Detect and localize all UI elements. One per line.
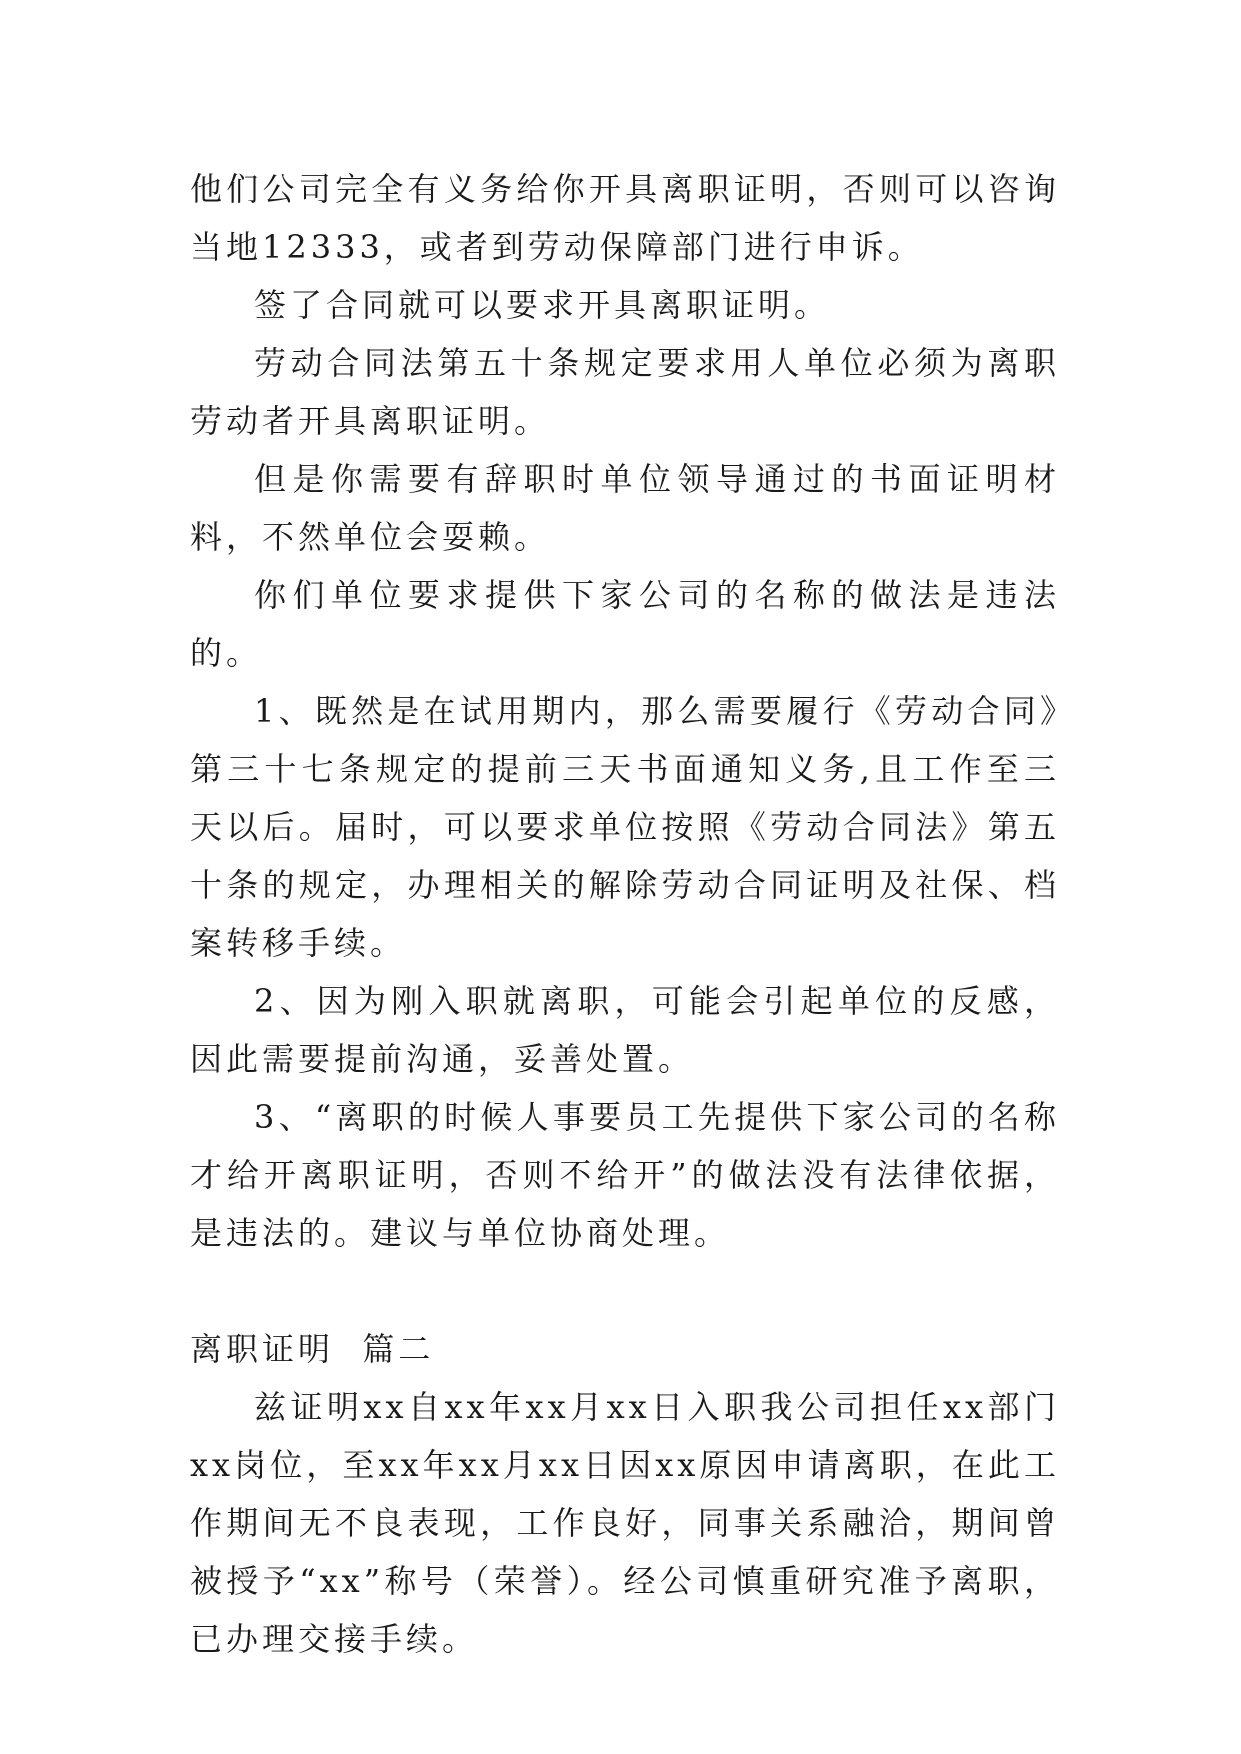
paragraph-point-1: 1、既然是在试用期内，那么需要履行《劳动合同》第三十七条规定的提前三天书面通知义务,且工作至三天以后。届时，可以要求单位按照《劳动合同法》第五十条的规定，办理相关的解除劳动合同证明及社保、档案转移手续。: [190, 692, 1060, 962]
paragraph-illegal-requirement: 你们单位要求提供下家公司的名称的做法是违法的。: [190, 576, 1060, 672]
paragraph-written-proof: 但是你需要有辞职时单位领导通过的书面证明材料，不然单位会耍赖。: [190, 460, 1060, 556]
paragraph-labor-law-article-50: 劳动合同法第五十条规定要求用人单位必须为离职劳动者开具离职证明。: [190, 344, 1060, 440]
section-heading: 离职证明 篇二: [190, 1330, 435, 1368]
paragraph-company-obligation: 他们公司完全有义务给你开具离职证明，否则可以咨询当地12333，或者到劳动保障部门进行申诉。: [190, 170, 1060, 266]
section-paragraph-certificate: 兹证明xx自xx年xx月xx日入职我公司担任xx部门xx岗位，至xx年xx月xx日因xx原因申请离职，在此工作期间无不良表现，工作良好，同事关系融洽，期间曾被授予“xx”称号（荣誉）。经公司慎重研究准予离职，已办理交接手续。: [190, 1388, 1060, 1658]
paragraph-contract-signed: 签了合同就可以要求开具离职证明。: [254, 286, 831, 324]
paragraph-point-2: 2、因为刚入职就离职，可能会引起单位的反感，因此需要提前沟通，妥善处置。: [190, 982, 1060, 1078]
document-body: [190, 160, 1060, 1668]
paragraph-point-3: 3、“离职的时候人事要员工先提供下家公司的名称才给开离职证明，否则不给开”的做法没有法律依据，是违法的。建议与单位协商处理。: [190, 1098, 1060, 1252]
